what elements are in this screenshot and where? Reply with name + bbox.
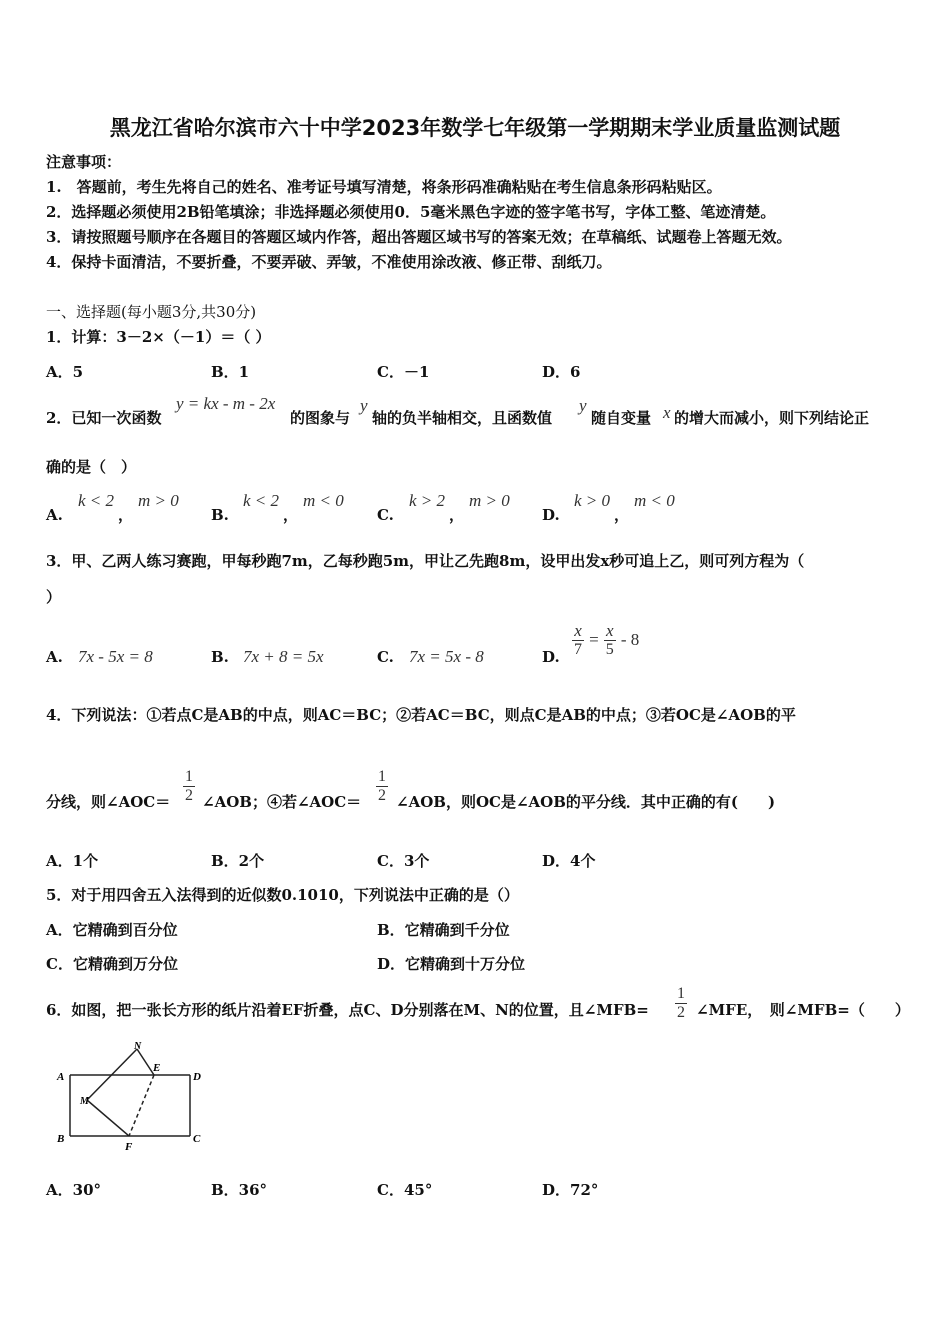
figure-label-n: N xyxy=(134,1041,142,1052)
q6-fold-figure xyxy=(50,1038,220,1158)
q2-option-m: m < 0 xyxy=(634,491,675,510)
figure-label-c: C xyxy=(193,1133,201,1145)
notice-item: 1. 答题前，考生先将自己的姓名、准考证号填写清楚，将条形码准确粘贴在考生信息条形码粘贴区。 xyxy=(46,178,722,196)
q4-option-a: A．1个 xyxy=(46,852,99,870)
q1-stem: 1．计算：3－2×（－1）＝（ ） xyxy=(46,328,271,346)
fraction-numerator: x xyxy=(604,622,616,641)
q2-option-k: k > 0 xyxy=(574,491,611,510)
q4-text: 分线，则∠AOC＝ xyxy=(46,793,171,811)
q2-option-label: D. xyxy=(542,506,560,524)
q4-option-b: B．2个 xyxy=(211,852,265,870)
section-heading: 一、选择题(每小题3分,共30分) xyxy=(46,303,257,321)
q3-equation-a: 7x - 5x = 8 xyxy=(78,647,153,666)
fraction-denominator: 2 xyxy=(185,787,193,804)
q2-text: 的增大而减小，则下列结论正 xyxy=(674,409,870,427)
q3-equation-b: 7x + 8 = 5x xyxy=(243,647,324,666)
figure-line-ne xyxy=(137,1049,154,1075)
q3-option-label: D. xyxy=(542,648,560,666)
q4-text: ∠AOB，则OC是∠AOB的平分线．其中正确的有( ) xyxy=(396,793,776,811)
q6-stem: ∠MFE， 则∠MFB=（ ） xyxy=(696,1001,910,1019)
fraction-numerator: 1 xyxy=(378,768,386,785)
fraction-denominator: 2 xyxy=(378,787,386,804)
q4-option-d: D．4个 xyxy=(542,852,596,870)
figure-label-m: M xyxy=(80,1096,89,1107)
q6-stem: 6．如图，把一张长方形的纸片沿着EF折叠，点C、D分别落在M、N的位置，且∠MFB= xyxy=(46,1001,649,1019)
q2-comma: ， xyxy=(614,506,630,524)
q4-text: ∠AOB；④若∠AOC＝ xyxy=(202,793,362,811)
q6-fraction-half xyxy=(675,985,687,1022)
q6-option-b: B．36° xyxy=(211,1181,268,1199)
q2-var-y: y xyxy=(579,396,587,415)
q3-equation-c: 7x = 5x - 8 xyxy=(409,647,484,666)
q2-text: 2．已知一次函数 xyxy=(46,409,162,427)
q3-stem-end: ） xyxy=(46,588,62,606)
q2-option-label: C. xyxy=(377,506,394,524)
q2-text: 轴的负半轴相交，且函数值 xyxy=(372,409,553,427)
q3-option-label: C. xyxy=(377,648,394,666)
q2-comma: ， xyxy=(118,506,134,524)
q4-fraction-half xyxy=(376,768,388,805)
q6-option-d: D．72° xyxy=(542,1181,599,1199)
notice-item: 3．请按照题号顺序在各题目的答题区域内作答，超出答题区域书写的答案无效；在草稿纸、试题卷上答题无效。 xyxy=(46,228,792,246)
q2-text: 确的是（ ） xyxy=(46,458,137,476)
q5-option-d: D．它精确到十万分位 xyxy=(377,955,526,973)
q3-option-label: B. xyxy=(211,648,229,666)
figure-label-d: D xyxy=(193,1071,201,1083)
q5-stem: 5．对于用四舍五入法得到的近似数0.1010，下列说法中正确的是（） xyxy=(46,886,519,904)
notice-heading: 注意事项： xyxy=(46,153,122,171)
figure-label-a: A xyxy=(57,1071,65,1083)
fraction-denominator: 5 xyxy=(605,641,614,658)
q2-var-y: y xyxy=(360,396,368,415)
figure-line-ef xyxy=(129,1075,154,1136)
fraction-numerator: 1 xyxy=(185,768,193,785)
figure-label-b: B xyxy=(57,1133,65,1145)
fraction-denominator: 7 xyxy=(574,641,582,658)
q2-function-equation: y = kx - m - 2x xyxy=(176,394,276,413)
q2-option-k: k < 2 xyxy=(243,491,280,510)
q2-comma: ， xyxy=(283,506,299,524)
q2-option-m: m > 0 xyxy=(138,491,179,510)
q2-text: 的图象与 xyxy=(290,409,351,427)
fraction-numerator: 1 xyxy=(677,985,685,1002)
q2-option-k: k > 2 xyxy=(409,491,446,510)
q5-option-c: C．它精确到万分位 xyxy=(46,955,178,973)
fraction-denominator: 2 xyxy=(677,1004,685,1021)
figure-line-mf xyxy=(87,1100,129,1136)
q5-option-b: B．它精确到千分位 xyxy=(377,921,510,939)
q2-option-m: m > 0 xyxy=(469,491,510,510)
q1-option-d: D．6 xyxy=(542,363,581,381)
q4-stem: 4．下列说法：①若点C是AB的中点，则AC＝BC；②若AC＝BC，则点C是AB的中点；③若OC是∠AOB的平 xyxy=(46,706,796,724)
q2-option-m: m < 0 xyxy=(303,491,344,510)
q4-fraction-half xyxy=(183,768,195,805)
page-title: 黑龙江省哈尔滨市六十中学2023年数学七年级第一学期期末学业质量监测试题 xyxy=(109,116,841,140)
q6-option-c: C．45° xyxy=(377,1181,433,1199)
q3-stem: 3．甲、乙两人练习赛跑，甲每秒跑7m，乙每秒跑5m，甲让乙先跑8m，设甲出发x秒可追上乙，则可列方程为（ xyxy=(46,552,805,570)
q3-option-label: A. xyxy=(46,648,63,666)
q5-option-a: A．它精确到百分位 xyxy=(46,921,178,939)
fraction-numerator: x xyxy=(572,622,584,641)
q2-var-x: x xyxy=(663,403,671,422)
q1-option-b: B．1 xyxy=(211,363,250,381)
notice-item: 2．选择题必须使用2B铅笔填涂；非选择题必须使用0．5毫米黑色字迹的签字笔书写，字体工整、笔迹清楚。 xyxy=(46,203,776,221)
equation-tail: - 8 xyxy=(620,630,640,649)
q3-equation-d xyxy=(572,622,639,659)
q2-option-label: B. xyxy=(211,506,229,524)
q2-option-k: k < 2 xyxy=(78,491,115,510)
q2-option-label: A. xyxy=(46,506,63,524)
figure-label-e: E xyxy=(153,1062,161,1074)
q1-option-c: C．－1 xyxy=(377,363,430,381)
q2-comma: ， xyxy=(449,506,465,524)
equals-sign: = xyxy=(589,630,599,649)
q6-option-a: A．30° xyxy=(46,1181,102,1199)
q2-text: 随自变量 xyxy=(591,409,652,427)
q4-option-c: C．3个 xyxy=(377,852,430,870)
figure-label-f: F xyxy=(125,1141,133,1153)
q1-option-a: A．5 xyxy=(46,363,84,381)
notice-item: 4．保持卡面清洁，不要折叠，不要弄破、弄皱，不准使用涂改液、修正带、刮纸刀。 xyxy=(46,253,612,271)
